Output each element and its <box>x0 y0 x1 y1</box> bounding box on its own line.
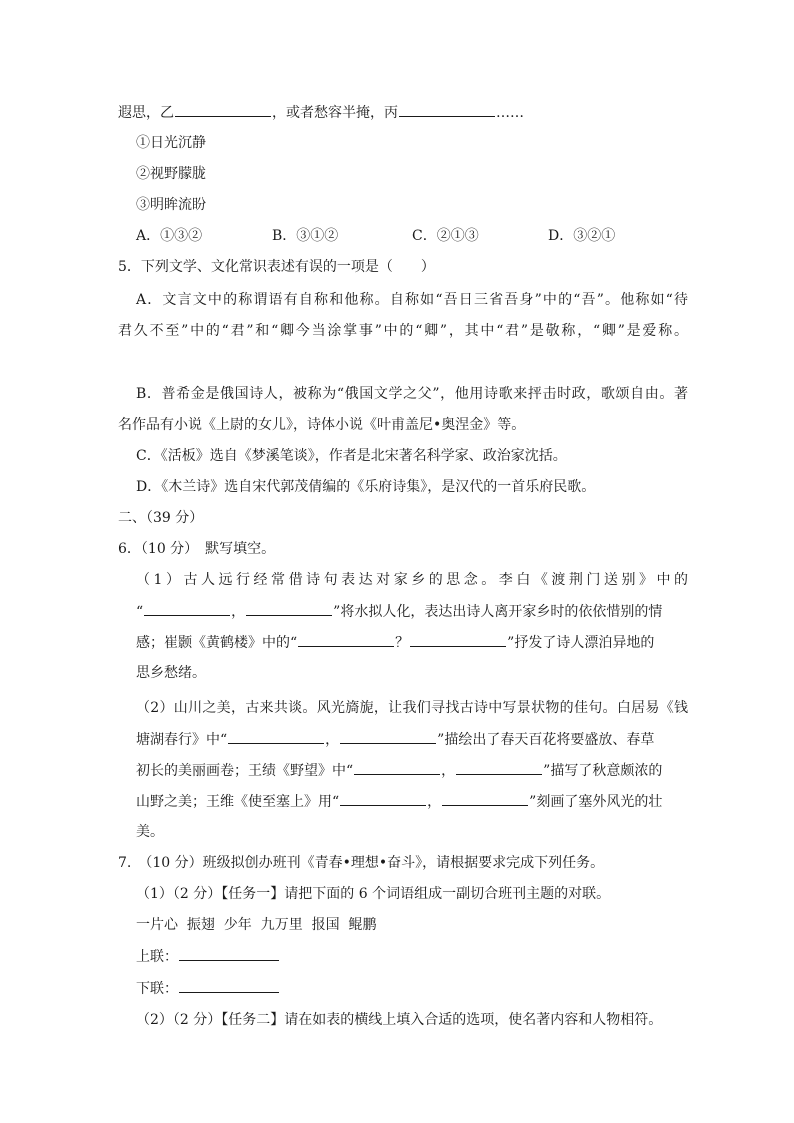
q5-option-a-line2[interactable]: 君久不至”中的“君”和“卿今当涂掌事”中的“卿”，其中“君”是敬称，“卿”是爱称。 <box>118 323 688 339</box>
answer-blank-5[interactable] <box>228 729 324 744</box>
q6-part1-line1: （1）古人远行经常借诗句表达对家乡的思念。李白《渡荆门送别》中的 <box>136 572 688 588</box>
q4-option-d[interactable]: D．③②① <box>548 228 616 244</box>
q6-part2-line2-prefix: 塘湖春行》中“ <box>136 732 228 748</box>
answer-blank-10[interactable] <box>442 791 528 806</box>
q6-part2-line2-suffix: ”描绘出了春天百花将要盛放、春草 <box>437 732 655 748</box>
q4-item-2: ②视野朦胧 <box>136 166 206 182</box>
section-title: 二、（39 分） <box>118 510 204 526</box>
answer-blank-7[interactable] <box>354 760 440 775</box>
question-mark: ？ <box>395 635 410 651</box>
q4-option-b[interactable]: B．③①② <box>272 228 339 244</box>
q7-lower-couplet <box>136 978 280 999</box>
q6-part2-line3 <box>136 760 662 781</box>
q6-part1-line3 <box>136 632 654 653</box>
comma: ， <box>325 732 340 748</box>
comma: ， <box>427 794 442 810</box>
q6-part1-line3-prefix: 感；崔颢《黄鹤楼》中的“ <box>136 635 298 651</box>
q4-blank-line <box>118 102 524 123</box>
answer-blank-yi[interactable] <box>175 102 271 117</box>
q7-task1: （1）（2 分）【任务一】请把下面的 6 个词语组成一副切合班刊主题的对联。 <box>136 886 611 902</box>
answer-blank-8[interactable] <box>456 760 542 775</box>
q7-upper-couplet <box>136 946 280 967</box>
comma: ， <box>441 763 456 779</box>
q5-option-b-line1[interactable]: B．普希金是俄国诗人，被称为“俄国文学之父”，他用诗歌来抨击时政，歌颂自由。著 <box>136 386 688 402</box>
q6-part1-line4: 思乡愁绪。 <box>136 665 206 681</box>
comma: ， <box>231 604 246 620</box>
answer-blank-4[interactable] <box>410 632 506 647</box>
q4-item-1: ①日光沉静 <box>136 135 206 151</box>
answer-blank-3[interactable] <box>298 632 394 647</box>
q6-part1-line2 <box>136 601 662 622</box>
q6-part1-line3-suffix: ”抒发了诗人漂泊异地的 <box>507 635 655 651</box>
q6-part2-line5: 美。 <box>136 824 164 840</box>
answer-blank-2[interactable] <box>246 601 332 616</box>
q6-part2-line4-prefix: 山野之美；王维《使至塞上》用“ <box>136 794 340 810</box>
q6-part2-line4 <box>136 791 662 812</box>
q5-option-c[interactable]: C．《活板》选自《梦溪笔谈》，作者是北宋著名科学家、政治家沈括。 <box>136 448 567 464</box>
q4-line-suffix: …… <box>496 105 524 121</box>
q6-part2-line4-suffix: ”刻画了塞外风光的壮 <box>529 794 663 810</box>
q5-stem: 5．下列文学、文化常识表述有误的一项是（ ） <box>118 259 435 275</box>
q5-option-b-line2[interactable]: 名作品有小说《上尉的女儿》，诗体小说《叶甫盖尼•奥涅金》等。 <box>118 417 526 433</box>
quote-open: “ <box>136 604 144 620</box>
upper-couplet-label: 上联： <box>136 949 178 965</box>
q5-option-a-line1[interactable]: A．文言文中的称谓语有自称和他称。自称如“吾日三省吾身”中的“吾”。他称如“待 <box>136 292 688 308</box>
q4-line-prefix: 遐思，乙 <box>118 105 174 121</box>
q6-part2-line3-suffix: ”描写了秋意颇浓的 <box>543 763 663 779</box>
q6-part2-line3-prefix: 初长的美丽画卷；王绩《野望》中“ <box>136 763 354 779</box>
q6-part2-line2 <box>136 729 654 750</box>
q6-part1-line2-text: ”将水拟人化，表达出诗人离开家乡时的依依惜别的情 <box>333 604 663 620</box>
lower-couplet-blank[interactable] <box>179 978 279 993</box>
q7-stem: 7. （10 分）班级拟创办班刊《青春•理想•奋斗》，请根据要求完成下列任务。 <box>118 855 605 871</box>
q7-word-list: 一片心 振翅 少年 九万里 报国 鲲鹏 <box>136 917 377 933</box>
answer-blank-1[interactable] <box>144 601 230 616</box>
lower-couplet-label: 下联： <box>136 981 178 997</box>
q7-task2: （2）（2 分）【任务二】请在如表的横线上填入合适的选项，使名著内容和人物相符。 <box>136 1012 663 1028</box>
answer-blank-6[interactable] <box>340 729 436 744</box>
q4-line-middle: ，或者愁容半掩，丙 <box>272 105 398 121</box>
q5-option-d[interactable]: D．《木兰诗》选自宋代郭茂倩编的《乐府诗集》，是汉代的一首乐府民歌。 <box>136 479 596 495</box>
q4-option-a[interactable]: A．①③② <box>136 228 203 244</box>
upper-couplet-blank[interactable] <box>179 946 279 961</box>
q6-stem: 6．（10 分） 默写填空。 <box>118 541 276 557</box>
answer-blank-9[interactable] <box>340 791 426 806</box>
answer-blank-bing[interactable] <box>399 102 495 117</box>
q6-part2-line1: （2）山川之美，古来共谈。风光旖旎，让我们寻找古诗中写景状物的佳句。白居易《钱 <box>136 700 688 716</box>
q4-option-c[interactable]: C．②①③ <box>412 228 479 244</box>
q4-item-3: ③明眸流盼 <box>136 197 206 213</box>
